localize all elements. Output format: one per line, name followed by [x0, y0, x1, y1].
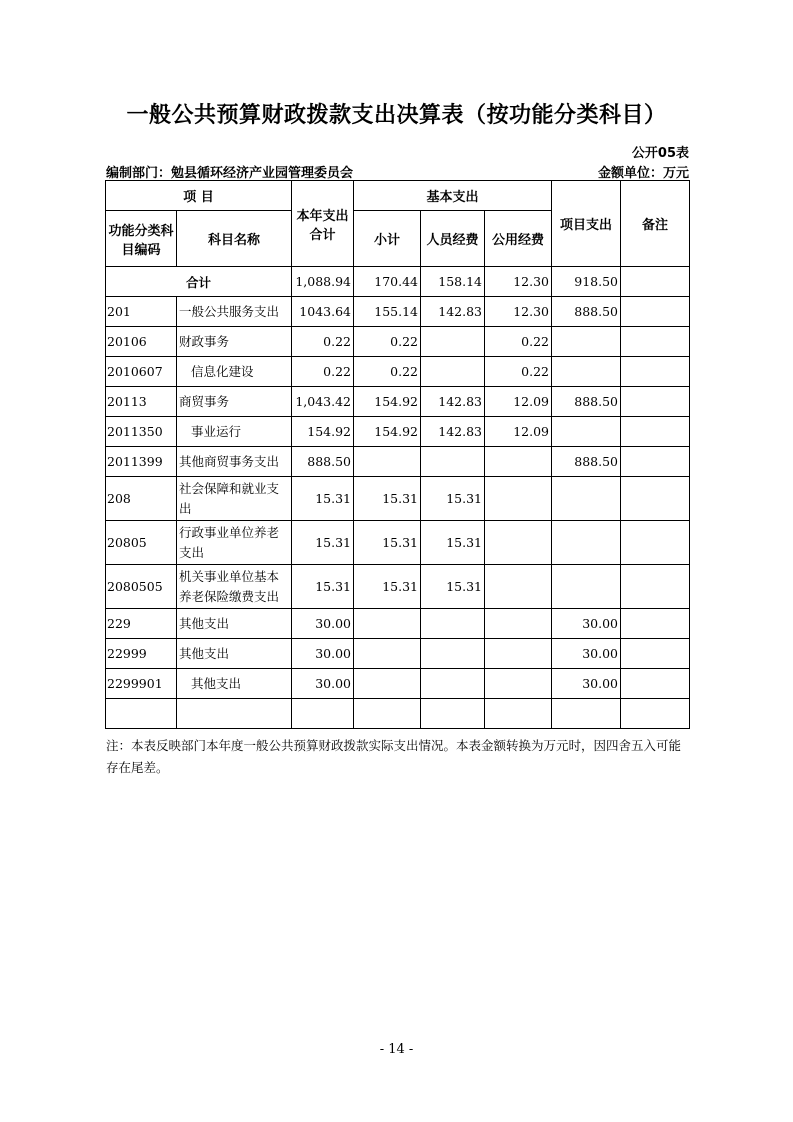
cell-remark	[621, 357, 690, 387]
cell-remark	[621, 609, 690, 639]
cell-project	[552, 327, 621, 357]
cell-code: 2299901	[106, 669, 177, 699]
cell-project: 30.00	[552, 609, 621, 639]
header-public: 公用经费	[485, 211, 552, 267]
cell-name: 其他支出	[177, 669, 292, 699]
cell-remark	[621, 387, 690, 417]
table-row	[106, 357, 690, 387]
header-name: 科目名称	[177, 211, 292, 267]
cell-personnel: 142.83	[421, 297, 485, 327]
cell-code: 2011399	[106, 447, 177, 477]
cell-code: 2080505	[106, 565, 177, 609]
cell-public	[485, 565, 552, 609]
cell-personnel	[421, 699, 485, 729]
header-row-1	[106, 181, 690, 211]
cell-code: 208	[106, 477, 177, 521]
cell-remark	[621, 669, 690, 699]
header-item: 项 目	[106, 181, 292, 211]
cell-public	[485, 477, 552, 521]
cell-subtotal	[354, 639, 421, 669]
cell-project	[552, 565, 621, 609]
cell-name	[177, 699, 292, 729]
cell-public	[485, 699, 552, 729]
table-row	[106, 609, 690, 639]
cell-personnel	[421, 609, 485, 639]
header-project: 项目支出	[552, 181, 621, 267]
cell-project: 888.50	[552, 447, 621, 477]
table-number: 公开05表	[631, 146, 689, 161]
cell-total	[292, 699, 354, 729]
cell-project: 888.50	[552, 387, 621, 417]
total-personnel: 158.14	[421, 267, 485, 297]
table-row	[106, 699, 690, 729]
cell-subtotal: 15.31	[354, 521, 421, 565]
header-total: 本年支出合计	[292, 181, 354, 267]
cell-total: 30.00	[292, 609, 354, 639]
cell-subtotal: 155.14	[354, 297, 421, 327]
cell-total: 30.00	[292, 669, 354, 699]
cell-project	[552, 699, 621, 729]
header-code: 功能分类科目编码	[106, 211, 177, 267]
cell-remark	[621, 699, 690, 729]
cell-subtotal: 15.31	[354, 477, 421, 521]
cell-total: 1043.64	[292, 297, 354, 327]
cell-project: 30.00	[552, 669, 621, 699]
table-row	[106, 417, 690, 447]
total-remark	[621, 267, 690, 297]
cell-public: 0.22	[485, 357, 552, 387]
cell-total: 15.31	[292, 565, 354, 609]
cell-subtotal: 154.92	[354, 417, 421, 447]
cell-personnel	[421, 327, 485, 357]
total-total: 1,088.94	[292, 267, 354, 297]
cell-name: 其他支出	[177, 639, 292, 669]
cell-remark	[621, 447, 690, 477]
cell-total: 154.92	[292, 417, 354, 447]
table-row	[106, 639, 690, 669]
cell-public: 12.30	[485, 297, 552, 327]
cell-public	[485, 521, 552, 565]
cell-name: 行政事业单位养老支出	[177, 521, 292, 565]
cell-subtotal: 0.22	[354, 327, 421, 357]
cell-total: 15.31	[292, 521, 354, 565]
cell-name: 商贸事务	[177, 387, 292, 417]
cell-personnel: 15.31	[421, 477, 485, 521]
cell-personnel	[421, 639, 485, 669]
cell-subtotal: 154.92	[354, 387, 421, 417]
table-row	[106, 669, 690, 699]
total-row	[106, 267, 690, 297]
cell-personnel	[421, 447, 485, 477]
cell-public	[485, 447, 552, 477]
cell-public: 0.22	[485, 327, 552, 357]
cell-personnel	[421, 357, 485, 387]
cell-total: 0.22	[292, 357, 354, 387]
cell-total: 1,043.42	[292, 387, 354, 417]
table-note: 注：本表反映部门本年度一般公共预算财政拨款实际支出情况。本表金额转换为万元时，因四舍五入可能存在尾差。	[106, 738, 682, 775]
page-number: - 14 -	[379, 1042, 414, 1057]
cell-name: 其他商贸事务支出	[177, 447, 292, 477]
header-remark: 备注	[621, 181, 690, 267]
cell-subtotal: 15.31	[354, 565, 421, 609]
cell-code: 20106	[106, 327, 177, 357]
cell-name: 财政事务	[177, 327, 292, 357]
total-subtotal: 170.44	[354, 267, 421, 297]
cell-public: 12.09	[485, 387, 552, 417]
page-title: 一般公共预算财政拨款支出决算表（按功能分类科目）	[126, 103, 667, 128]
expenditure-table	[105, 180, 690, 729]
cell-subtotal: 0.22	[354, 357, 421, 387]
cell-total: 30.00	[292, 639, 354, 669]
header-basic: 基本支出	[354, 181, 552, 211]
cell-public	[485, 639, 552, 669]
table-row	[106, 297, 690, 327]
cell-code	[106, 699, 177, 729]
cell-total: 15.31	[292, 477, 354, 521]
cell-remark	[621, 639, 690, 669]
cell-code: 2010607	[106, 357, 177, 387]
cell-remark	[621, 565, 690, 609]
cell-code: 229	[106, 609, 177, 639]
total-label: 合计	[106, 267, 292, 297]
table-row	[106, 447, 690, 477]
cell-code: 20805	[106, 521, 177, 565]
cell-subtotal	[354, 609, 421, 639]
cell-name: 其他支出	[177, 609, 292, 639]
amount-unit: 金额单位：万元	[597, 166, 689, 181]
cell-project	[552, 417, 621, 447]
header-subtotal: 小计	[354, 211, 421, 267]
cell-personnel: 15.31	[421, 521, 485, 565]
table-row	[106, 327, 690, 357]
cell-name: 社会保障和就业支出	[177, 477, 292, 521]
total-project: 918.50	[552, 267, 621, 297]
cell-code: 22999	[106, 639, 177, 669]
compiling-department: 编制部门：勉县循环经济产业园管理委员会	[106, 166, 354, 181]
table-row	[106, 521, 690, 565]
cell-personnel: 142.83	[421, 417, 485, 447]
cell-project	[552, 357, 621, 387]
cell-name: 信息化建设	[177, 357, 292, 387]
cell-remark	[621, 477, 690, 521]
cell-public: 12.09	[485, 417, 552, 447]
header-personnel: 人员经费	[421, 211, 485, 267]
cell-personnel: 142.83	[421, 387, 485, 417]
cell-remark	[621, 327, 690, 357]
cell-public	[485, 609, 552, 639]
cell-name: 一般公共服务支出	[177, 297, 292, 327]
cell-remark	[621, 417, 690, 447]
cell-personnel	[421, 669, 485, 699]
cell-remark	[621, 297, 690, 327]
cell-project	[552, 477, 621, 521]
cell-personnel: 15.31	[421, 565, 485, 609]
table-row	[106, 387, 690, 417]
table-row	[106, 565, 690, 609]
cell-project	[552, 521, 621, 565]
cell-code: 201	[106, 297, 177, 327]
cell-subtotal	[354, 699, 421, 729]
total-public: 12.30	[485, 267, 552, 297]
cell-name: 机关事业单位基本养老保险缴费支出	[177, 565, 292, 609]
cell-subtotal	[354, 447, 421, 477]
cell-project: 888.50	[552, 297, 621, 327]
cell-project: 30.00	[552, 639, 621, 669]
cell-subtotal	[354, 669, 421, 699]
cell-total: 0.22	[292, 327, 354, 357]
cell-code: 2011350	[106, 417, 177, 447]
cell-remark	[621, 521, 690, 565]
table-row	[106, 477, 690, 521]
cell-code: 20113	[106, 387, 177, 417]
cell-name: 事业运行	[177, 417, 292, 447]
cell-public	[485, 669, 552, 699]
cell-total: 888.50	[292, 447, 354, 477]
